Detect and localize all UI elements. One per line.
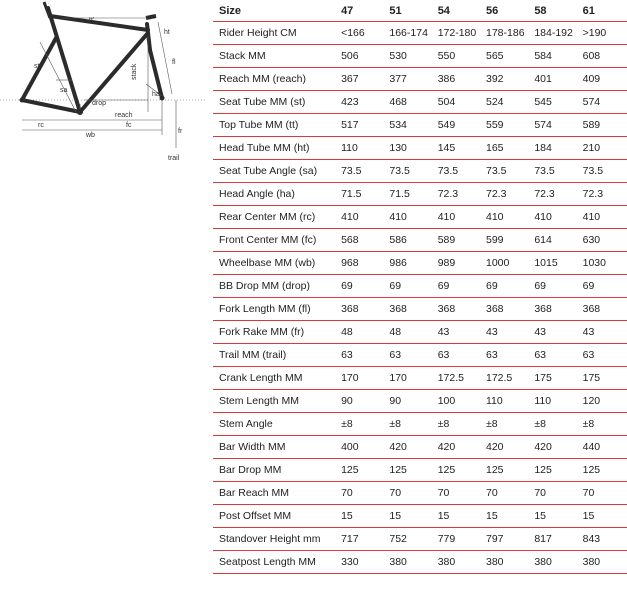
row-value: 589 (434, 229, 482, 252)
row-value: 110 (482, 390, 530, 413)
row-label: Bar Reach MM (213, 482, 337, 505)
table-row (213, 367, 627, 390)
row-value: 368 (434, 298, 482, 321)
row-label: Fork Length MM (fl) (213, 298, 337, 321)
row-value: 43 (530, 321, 578, 344)
row-value: 63 (530, 344, 578, 367)
table-row (213, 321, 627, 344)
row-value: 120 (579, 390, 627, 413)
row-value: 69 (434, 275, 482, 298)
geometry-diagram (0, 0, 205, 180)
row-label: Rear Center MM (rc) (213, 206, 337, 229)
row-label: Bar Width MM (213, 436, 337, 459)
row-value: 386 (434, 68, 482, 91)
table-row (213, 459, 627, 482)
row-value: 549 (434, 114, 482, 137)
row-value: 43 (434, 321, 482, 344)
row-label: Wheelbase MM (wb) (213, 252, 337, 275)
table-row (213, 413, 627, 436)
row-value: 589 (579, 114, 627, 137)
row-value: 100 (434, 390, 482, 413)
row-value: 90 (337, 390, 385, 413)
table-row (213, 22, 627, 45)
row-value: 1015 (530, 252, 578, 275)
row-value: 90 (385, 390, 433, 413)
row-value: 73.5 (482, 160, 530, 183)
row-value: ±8 (579, 413, 627, 436)
row-value: 166-174 (385, 22, 433, 45)
row-label: Crank Length MM (213, 367, 337, 390)
table-row (213, 482, 627, 505)
row-value: 125 (385, 459, 433, 482)
row-value: 968 (337, 252, 385, 275)
row-value: 125 (434, 459, 482, 482)
row-value: 15 (530, 505, 578, 528)
row-value: 717 (337, 528, 385, 551)
row-label: Fork Rake MM (fr) (213, 321, 337, 344)
row-value: 69 (530, 275, 578, 298)
row-value: 15 (337, 505, 385, 528)
row-label: BB Drop MM (drop) (213, 275, 337, 298)
row-value: 48 (337, 321, 385, 344)
row-value: 63 (434, 344, 482, 367)
table-row (213, 252, 627, 275)
row-value: ±8 (530, 413, 578, 436)
row-value: 184 (530, 137, 578, 160)
table-row (213, 68, 627, 91)
row-label: Stem Length MM (213, 390, 337, 413)
row-value: 380 (385, 551, 433, 574)
row-value: 752 (385, 528, 433, 551)
label-fl: fl (172, 59, 176, 66)
row-value: 70 (482, 482, 530, 505)
row-value: 69 (579, 275, 627, 298)
header-size-label: Size (213, 0, 337, 22)
table-row (213, 298, 627, 321)
table-row (213, 551, 627, 574)
row-value: 15 (434, 505, 482, 528)
row-value: 779 (434, 528, 482, 551)
row-value: 506 (337, 45, 385, 68)
table-row (213, 275, 627, 298)
row-value: 15 (579, 505, 627, 528)
label-ht: ht (164, 29, 170, 36)
row-label: Seatpost Length MM (213, 551, 337, 574)
table-row (213, 436, 627, 459)
row-value: 410 (385, 206, 433, 229)
row-value: 73.5 (434, 160, 482, 183)
label-st: st (34, 63, 40, 70)
row-value: 72.3 (579, 183, 627, 206)
row-value: 420 (530, 436, 578, 459)
row-value: 70 (434, 482, 482, 505)
row-value: 43 (579, 321, 627, 344)
row-value: ±8 (434, 413, 482, 436)
row-value: 574 (579, 91, 627, 114)
table-row (213, 160, 627, 183)
row-label: Trail MM (trail) (213, 344, 337, 367)
row-value: 172.5 (482, 367, 530, 390)
row-value: 15 (385, 505, 433, 528)
row-value: 420 (385, 436, 433, 459)
row-value: 110 (337, 137, 385, 160)
row-value: 530 (385, 45, 433, 68)
row-value: 368 (482, 298, 530, 321)
row-label: Seat Tube Angle (sa) (213, 160, 337, 183)
row-value: ±8 (385, 413, 433, 436)
row-value: 584 (530, 45, 578, 68)
table-row (213, 183, 627, 206)
table-row (213, 114, 627, 137)
front-axle (160, 96, 165, 101)
row-label: Head Angle (ha) (213, 183, 337, 206)
table-body (213, 22, 627, 574)
row-value: 614 (530, 229, 578, 252)
row-value: 145 (434, 137, 482, 160)
table-header-row (213, 0, 627, 22)
row-value: 63 (385, 344, 433, 367)
table-row (213, 505, 627, 528)
label-drop: drop (92, 100, 107, 107)
row-value: 608 (579, 45, 627, 68)
row-value: 330 (337, 551, 385, 574)
header-size-5: 58 (530, 0, 578, 22)
row-value: 989 (434, 252, 482, 275)
row-value: 63 (337, 344, 385, 367)
label-trail: trail (168, 155, 180, 162)
row-value: 797 (482, 528, 530, 551)
row-value: 43 (482, 321, 530, 344)
row-value: 73.5 (385, 160, 433, 183)
row-value: 125 (530, 459, 578, 482)
row-value: 599 (482, 229, 530, 252)
row-value: 72.3 (530, 183, 578, 206)
row-value: 410 (434, 206, 482, 229)
row-value: 401 (530, 68, 578, 91)
label-wb: wb (86, 132, 95, 139)
label-fc: fc (126, 122, 132, 129)
row-label: Front Center MM (fc) (213, 229, 337, 252)
bottom-bracket (77, 109, 83, 115)
row-value: 110 (530, 390, 578, 413)
row-value: 48 (385, 321, 433, 344)
row-label: Reach MM (reach) (213, 68, 337, 91)
row-value: 1030 (579, 252, 627, 275)
table-row (213, 528, 627, 551)
table-row (213, 390, 627, 413)
row-label: Stem Angle (213, 413, 337, 436)
row-value: 410 (530, 206, 578, 229)
header-size-4: 56 (482, 0, 530, 22)
table-row (213, 229, 627, 252)
row-label: Head Tube MM (ht) (213, 137, 337, 160)
row-value: 70 (530, 482, 578, 505)
label-reach: reach (115, 112, 133, 119)
row-value: 71.5 (337, 183, 385, 206)
row-value: 1000 (482, 252, 530, 275)
header-size-1: 47 (337, 0, 385, 22)
row-value: 468 (385, 91, 433, 114)
table-row (213, 91, 627, 114)
row-value: 410 (482, 206, 530, 229)
row-value: ±8 (337, 413, 385, 436)
row-label: Stack MM (213, 45, 337, 68)
rear-axle (20, 98, 25, 103)
row-value: <166 (337, 22, 385, 45)
row-value: 170 (385, 367, 433, 390)
row-label: Rider Height CM (213, 22, 337, 45)
row-value: 63 (579, 344, 627, 367)
row-value: 69 (385, 275, 433, 298)
row-value: 367 (337, 68, 385, 91)
row-value: 380 (530, 551, 578, 574)
row-value: 410 (579, 206, 627, 229)
row-label: Post Offset MM (213, 505, 337, 528)
row-value: 377 (385, 68, 433, 91)
row-value: 130 (385, 137, 433, 160)
row-value: 368 (579, 298, 627, 321)
row-value: 440 (579, 436, 627, 459)
row-value: 630 (579, 229, 627, 252)
row-value: 165 (482, 137, 530, 160)
row-value: 586 (385, 229, 433, 252)
row-value: 420 (434, 436, 482, 459)
row-value: 72.3 (434, 183, 482, 206)
row-value: 986 (385, 252, 433, 275)
row-value: 410 (337, 206, 385, 229)
row-value: 559 (482, 114, 530, 137)
row-value: 524 (482, 91, 530, 114)
row-value: 380 (482, 551, 530, 574)
row-value: 73.5 (530, 160, 578, 183)
row-value: 172-180 (434, 22, 482, 45)
row-value: ±8 (482, 413, 530, 436)
row-value: 73.5 (337, 160, 385, 183)
row-value: 73.5 (579, 160, 627, 183)
row-value: 368 (337, 298, 385, 321)
label-rc: rc (38, 122, 44, 129)
row-value: 70 (579, 482, 627, 505)
row-value: 380 (434, 551, 482, 574)
label-ha: ha (152, 91, 160, 98)
row-value: 69 (337, 275, 385, 298)
row-value: 70 (337, 482, 385, 505)
row-value: 534 (385, 114, 433, 137)
row-value: 70 (385, 482, 433, 505)
table-row (213, 137, 627, 160)
row-value: >190 (579, 22, 627, 45)
row-label: Bar Drop MM (213, 459, 337, 482)
label-sa: sa (60, 87, 68, 94)
table-row (213, 344, 627, 367)
row-value: 172.5 (434, 367, 482, 390)
row-value: 400 (337, 436, 385, 459)
header-size-6: 61 (579, 0, 627, 22)
row-value: 420 (482, 436, 530, 459)
row-value: 175 (579, 367, 627, 390)
geometry-table (213, 0, 627, 574)
row-value: 210 (579, 137, 627, 160)
label-tt: tt' (89, 17, 95, 24)
row-value: 125 (579, 459, 627, 482)
row-value: 178-186 (482, 22, 530, 45)
header-size-2: 51 (385, 0, 433, 22)
row-value: 565 (482, 45, 530, 68)
row-value: 392 (482, 68, 530, 91)
label-fr: fr (178, 128, 183, 135)
row-value: 170 (337, 367, 385, 390)
row-value: 545 (530, 91, 578, 114)
row-value: 550 (434, 45, 482, 68)
row-value: 175 (530, 367, 578, 390)
row-value: 574 (530, 114, 578, 137)
row-value: 71.5 (385, 183, 433, 206)
row-value: 69 (482, 275, 530, 298)
row-value: 568 (337, 229, 385, 252)
label-stack: stack (131, 63, 138, 80)
row-value: 380 (579, 551, 627, 574)
row-value: 125 (482, 459, 530, 482)
row-value: 125 (337, 459, 385, 482)
row-value: 368 (385, 298, 433, 321)
row-value: 368 (530, 298, 578, 321)
row-value: 423 (337, 91, 385, 114)
row-value: 72.3 (482, 183, 530, 206)
row-value: 817 (530, 528, 578, 551)
row-value: 63 (482, 344, 530, 367)
row-value: 843 (579, 528, 627, 551)
row-value: 409 (579, 68, 627, 91)
row-label: Top Tube MM (tt) (213, 114, 337, 137)
row-label: Seat Tube MM (st) (213, 91, 337, 114)
row-value: 504 (434, 91, 482, 114)
row-label: Standover Height mm (213, 528, 337, 551)
header-size-3: 54 (434, 0, 482, 22)
table-row (213, 45, 627, 68)
row-value: 184-192 (530, 22, 578, 45)
row-value: 15 (482, 505, 530, 528)
table-row (213, 206, 627, 229)
row-value: 517 (337, 114, 385, 137)
